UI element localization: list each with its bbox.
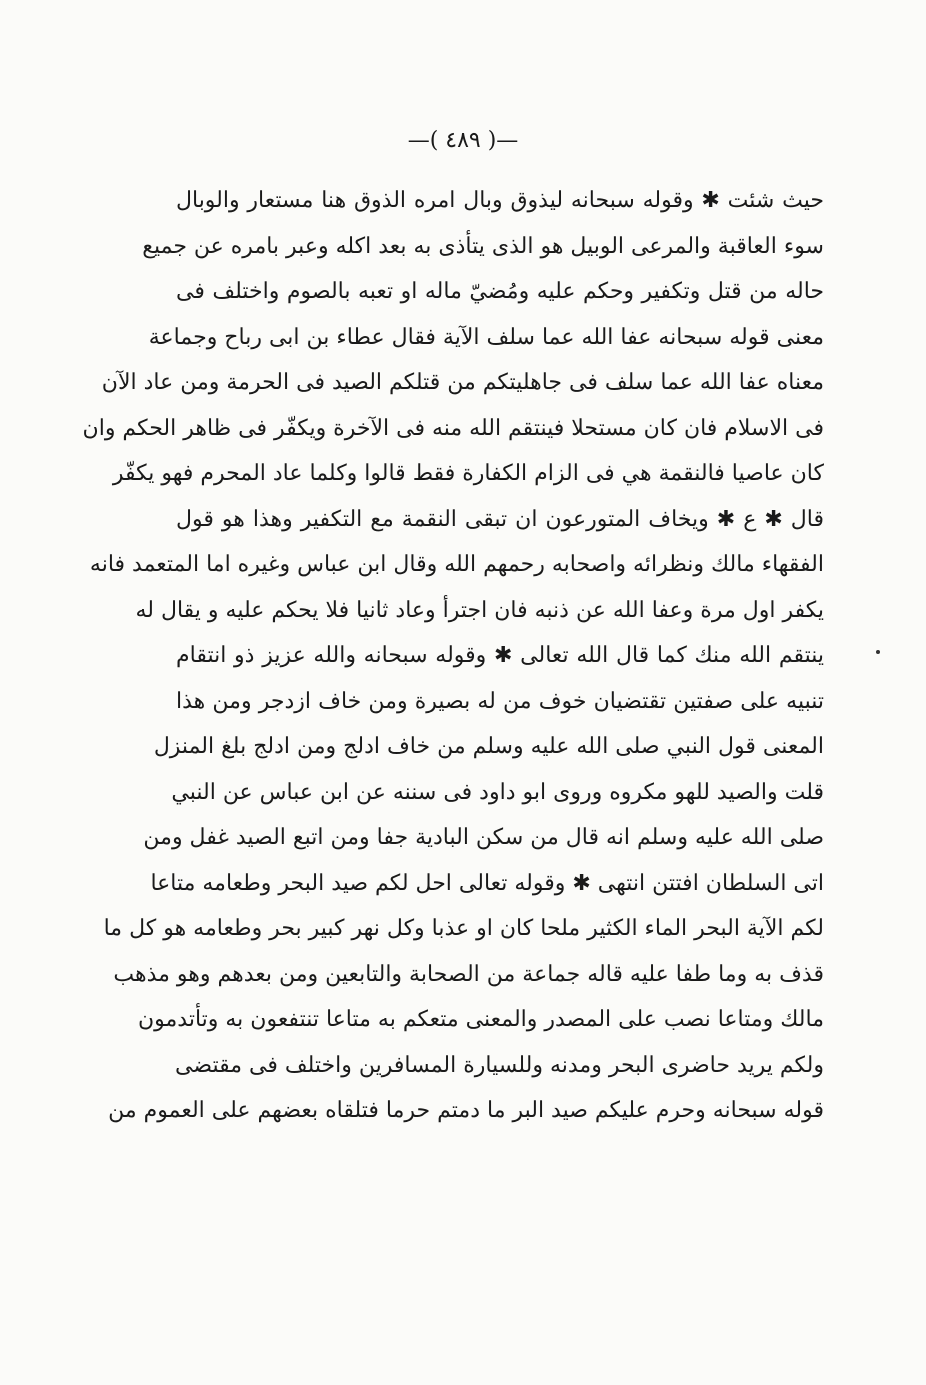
text-line-19: مالك ومتاعا نصب على المصدر والمعنى متعكم به متاعا تنتفعون به وتأتدمون [137, 1007, 824, 1032]
text-line-14: قلت والصيد للهو مكروه وروى ابو داود فى سننه عن ابن عباس عن النبي [171, 779, 824, 805]
text-line-21: قوله سبحانه وحرم عليكم صيد البر ما دمتم حرما فتلقاه بعضهم على العموم من [108, 1098, 824, 1123]
text-line-11: ينتقم الله منك كما قال الله تعالى ✱ وقوله سبحانه والله عزيز ذو انتقام [176, 643, 824, 668]
text-line-4: معنى قوله سبحانه عفا الله عما سلف الآية فقال عطاء بن ابى رباح وجماعة [148, 324, 824, 350]
text-line-18: قذف به وما طفا عليه قاله جماعة من الصحابة والتابعين ومن بعدهم وهو مذهب [113, 961, 824, 987]
text-line-5: معناه عفا الله عما سلف فى جاهليتكم من قتلكم الصيد فى الحرمة ومن عاد الآن [101, 370, 824, 395]
text-line-9: الفقهاء مالك ونظرائه واصحابه رحمهم الله وقال ابن عباس وغيره اما المتعمد فانه [89, 552, 824, 577]
body-text [82, 178, 824, 1134]
text-line-15: صلى الله عليه وسلم انه قال من سكن البادية جفا ومن اتبع الصيد غفل ومن [143, 825, 824, 850]
page-number: —( ٤٨٩ )— [407, 128, 519, 153]
text-line-2: سوء العاقبة والمرعى الوبيل هو الذى يتأذى به بعد اكله وعبر بامره عن جميع [142, 233, 824, 259]
text-line-7: كان عاصيا فالنقمة هي فى الزام الكفارة فقط قالوا وكلما عاد المحرم فهو يكفّر [112, 461, 824, 486]
text-line-3: حاله من قتل وتكفير وحكم عليه ومُضيّ ماله او تعبه بالصوم واختلف فى [176, 279, 824, 304]
text-line-6: فى الاسلام فان كان مستحلا فينتقم الله منه فى الآخرة ويكفّر فى ظاهر الحكم وان [82, 415, 824, 441]
margin-mark [876, 650, 880, 654]
text-line-8: قال ✱ ع ✱ ويخاف المتورعون ان تبقى النقمة مع التكفير وهذا هو قول [176, 506, 824, 532]
text-line-13: المعنى قول النبي صلى الله عليه وسلم من خاف ادلج ومن ادلج بلغ المنزل [153, 734, 824, 759]
text-line-12: تنبيه على صفتين تقتضيان خوف من له بصيرة ومن خاف ازدجر ومن هذا [176, 688, 824, 714]
text-line-16: اتى السلطان افتتن انتهى ✱ وقوله تعالى احل لكم صيد البحر وطعامه متاعا [150, 870, 824, 896]
text-line-20: ولكم يريد حاضرى البحر ومدنه وللسيارة المسافرين واختلف فى مقتضى [175, 1052, 824, 1078]
text-line-10: يكفر اول مرة وعفا الله عن ذنبه فان اجترأ وعاد ثانيا فلا يحكم عليه و يقال له [135, 597, 824, 623]
text-line-1: حيث شئت ✱ وقوله سبحانه ليذوق وبال امره الذوق هنا مستعار والوبال [176, 188, 824, 213]
text-line-17: لكم الآية البحر الماء الكثير ملحا كان او عذبا وكل نهر كبير بحر وطعامه هو كل ما [103, 916, 824, 941]
